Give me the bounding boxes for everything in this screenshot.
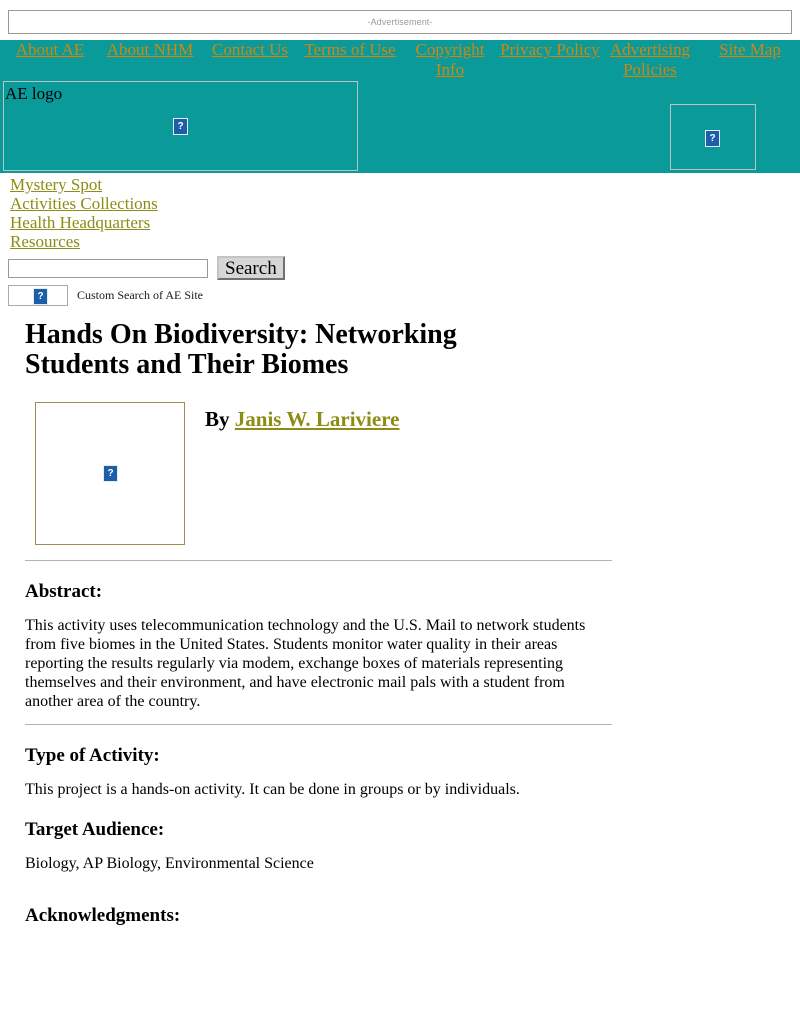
- byline-block: [25, 402, 625, 547]
- custom-search-label: Custom Search of AE Site: [77, 288, 203, 302]
- broken-image-glyph: ?: [33, 288, 48, 305]
- custom-search-logo-placeholder: [8, 285, 68, 306]
- section-body-target-audience: Biology, AP Biology, Environmental Science: [25, 855, 314, 872]
- section-divider: [25, 724, 612, 725]
- broken-image-glyph: ?: [103, 465, 118, 482]
- article-body: [25, 320, 625, 927]
- broken-image-glyph: ?: [173, 118, 188, 135]
- logo-broken-image-icon: [173, 117, 188, 135]
- nav-cell-copyright-info: [400, 40, 500, 80]
- sidebar-item-activities-collections[interactable]: Activities Collections: [10, 194, 158, 213]
- sidebar-item-mystery-spot[interactable]: Mystery Spot: [10, 175, 103, 194]
- nav-link-about-nhm[interactable]: About NHM: [106, 40, 194, 59]
- custom-search-row: [8, 285, 800, 306]
- search-button[interactable]: Search: [217, 256, 285, 280]
- nav-cell-site-map: [700, 40, 800, 80]
- sidebar-item-resources[interactable]: Resources: [10, 232, 80, 251]
- section-links: [0, 173, 800, 251]
- section-heading-abstract: Abstract:: [25, 581, 103, 602]
- byline-prefix: By: [205, 407, 235, 431]
- nav-cell-privacy-policy: [500, 40, 600, 80]
- logo-row: [0, 80, 800, 173]
- top-navigation: [0, 40, 800, 80]
- search-form: [8, 256, 800, 280]
- page-title: Hands On Biodiversity: Networking Students and Their Biomes: [25, 319, 457, 380]
- nav-link-privacy-policy[interactable]: Privacy Policy: [500, 40, 600, 59]
- section-heading-type-of-activity: Type of Activity:: [25, 745, 160, 766]
- broken-image-glyph: ?: [705, 130, 720, 147]
- section-heading-target-audience: Target Audience:: [25, 819, 165, 840]
- nav-link-copyright-info[interactable]: Copyright Info: [415, 40, 485, 79]
- advertisement-label: -Advertisement-: [367, 17, 433, 27]
- article-thumbnail-placeholder[interactable]: [35, 402, 185, 545]
- section-divider: [25, 560, 612, 561]
- spacer: [25, 873, 625, 885]
- nav-cell-advertising-policies: [600, 40, 700, 80]
- byline: [205, 407, 399, 432]
- site-logo-alt-text: AE logo: [5, 84, 63, 103]
- header-banner-broken-image-icon: [705, 129, 720, 147]
- sidebar-item-health-headquarters[interactable]: Health Headquarters: [10, 213, 151, 232]
- section-heading-acknowledgments: Acknowledgments:: [25, 905, 181, 926]
- nav-link-site-map[interactable]: Site Map: [719, 40, 781, 59]
- nav-cell-about-ae: [0, 40, 100, 80]
- nav-link-about-ae[interactable]: About AE: [15, 40, 85, 59]
- nav-link-contact-us[interactable]: Contact Us: [211, 40, 289, 59]
- section-body-abstract: This activity uses telecommunication technology and the U.S. Mail to network students from five biomes in the United States. Students monitor water quality in their areas reporting the results regularly via modem, exchange boxes of materials representing themselves and their environment, and have electronic mail pals with a student from another area of the country.: [25, 617, 586, 710]
- search-input[interactable]: [8, 259, 208, 278]
- nav-cell-contact-us: [200, 40, 300, 80]
- nav-link-terms-of-use[interactable]: Terms of Use: [304, 40, 396, 59]
- nav-cell-terms-of-use: [300, 40, 400, 80]
- site-header: [0, 40, 800, 173]
- section-body-type-of-activity: This project is a hands-on activity. It can be done in groups or by individuals.: [25, 781, 520, 798]
- advertisement-region: [0, 0, 800, 40]
- author-link[interactable]: Janis W. Lariviere: [234, 407, 400, 431]
- nav-cell-about-nhm: [100, 40, 200, 80]
- nav-link-advertising-policies[interactable]: Advertising Policies: [609, 40, 691, 79]
- advertisement-banner[interactable]: [8, 10, 792, 34]
